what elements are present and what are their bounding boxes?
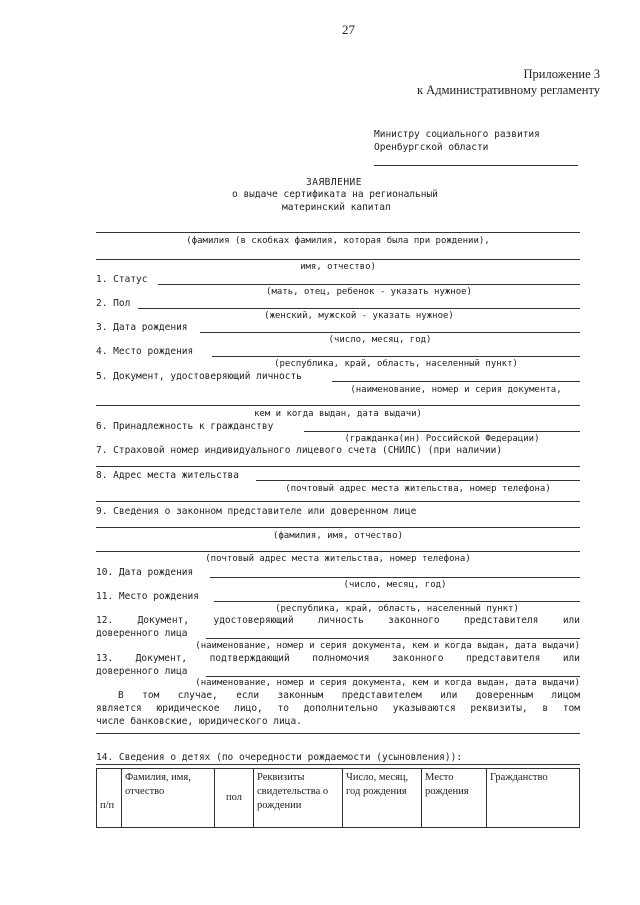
field-7-label: 7. Страховой номер индивидуального лицевого счета (СНИЛС) (при наличии)	[96, 445, 503, 456]
col-citizenship-header: Гражданство	[487, 769, 580, 828]
auth-doc-caption: (наименование, номер и серия документа, кем и когда выдан, дата выдачи)	[195, 678, 580, 688]
note-line-3: числе банковские, юридического лица.	[96, 716, 302, 727]
field-14-label: 14. Сведения о детях (по очередности рождаемости (усыновления)):	[96, 752, 463, 763]
field-10-label: 10. Дата рождения	[96, 567, 194, 578]
field-12-label: 12. Документ, удостоверяющий личность законного представителя или	[96, 615, 580, 626]
children-table-header-row	[97, 769, 580, 828]
field-12-label-2: доверенного лица	[96, 628, 188, 639]
rep-fio-caption: (фамилия, имя, отчество)	[272, 531, 404, 541]
page-number: 27	[342, 22, 355, 37]
col-fio-header: Фамилия, имя, отчество	[122, 769, 215, 828]
children-underline	[96, 764, 580, 765]
rep-dob-caption: (число, месяц, год)	[343, 580, 447, 590]
dob-field-line[interactable]	[200, 332, 580, 333]
sex-field-line[interactable]	[138, 308, 580, 309]
field-4-label: 4. Место рождения	[96, 346, 194, 357]
rep-pob-field-line[interactable]	[214, 601, 580, 602]
field-8-label: 8. Адрес места жительства	[96, 470, 239, 481]
fio-caption-1: (фамилия (в скобках фамилия, которая была при рождении),	[186, 236, 490, 246]
address-caption: (почтовый адрес места жительства, номер телефона)	[285, 484, 551, 494]
pob-caption: (республика, край, область, населенный пункт)	[274, 359, 518, 369]
field-1-label: 1. Статус	[96, 274, 148, 285]
field-13-label-2: доверенного лица	[96, 666, 188, 677]
col-pob-header: Место рождения	[422, 769, 487, 828]
dob-caption: (число, месяц, год)	[328, 335, 432, 345]
appendix-line-2: к Административному регламенту	[416, 83, 600, 97]
statement-subtitle-2: материнский капитал	[282, 202, 391, 213]
field-5-label: 5. Документ, удостоверяющий личность	[96, 371, 302, 382]
id-doc-caption-2: кем и когда выдан, дата выдачи)	[254, 409, 422, 419]
note-line-2: является юридическое лицо, то дополнительно указываются реквизиты, в том	[96, 703, 580, 714]
fio-caption-2: имя, отчество)	[300, 262, 376, 272]
fio-field-line-2[interactable]	[96, 259, 580, 260]
field-6-label: 6. Принадлежность к гражданству	[96, 421, 274, 432]
rep-pob-caption: (республика, край, область, населенный пункт)	[275, 604, 519, 614]
citizenship-field-line[interactable]	[304, 431, 580, 432]
field-2-label: 2. Пол	[96, 298, 131, 309]
col-certificate-header: Реквизиты свидетельства о рождении	[254, 769, 343, 828]
address-field-line[interactable]	[256, 480, 580, 481]
field-9-label: 9. Сведения о законном представителе или доверенном лице	[96, 506, 417, 517]
addressee-underline	[374, 165, 578, 166]
field-13-label: 13. Документ, подтверждающий полномочия законного представителя или	[96, 653, 580, 664]
address-field-line-2[interactable]	[96, 501, 580, 502]
addressee-line-2: Оренбургской области	[374, 142, 489, 153]
rep-address-caption: (почтовый адрес места жительства, номер телефона)	[205, 554, 471, 564]
rep-doc-field-line[interactable]	[206, 638, 580, 639]
snils-field-line[interactable]	[96, 466, 580, 467]
id-doc-caption-1: (наименование, номер и серия документа,	[350, 385, 562, 395]
status-caption: (мать, отец, ребенок - указать нужное)	[266, 287, 472, 297]
statement-title: ЗАЯВЛЕНИЕ	[306, 177, 362, 188]
rep-address-field-line[interactable]	[96, 551, 580, 552]
col-number-header: п/п	[97, 769, 122, 828]
citizenship-caption: (гражданка(ин) Российской Федерации)	[344, 434, 540, 444]
sex-caption: (женский, мужской - указать нужное)	[264, 311, 454, 321]
statement-subtitle-1: о выдаче сертификата на региональный	[232, 189, 438, 200]
id-doc-field-line[interactable]	[332, 381, 580, 382]
pob-field-line[interactable]	[212, 356, 580, 357]
status-field-line[interactable]	[158, 284, 580, 285]
auth-doc-field-line[interactable]	[206, 676, 580, 677]
rep-doc-caption: (наименование, номер и серия документа, кем и когда выдан, дата выдачи)	[195, 641, 580, 651]
children-table	[96, 768, 580, 828]
field-3-label: 3. Дата рождения	[96, 322, 188, 333]
rep-dob-field-line[interactable]	[210, 577, 580, 578]
col-dob-header: Число, месяц, год рождения	[343, 769, 422, 828]
col-sex-header: пол	[215, 769, 254, 828]
note-field-line[interactable]	[96, 733, 580, 734]
addressee-line-1: Министру социального развития	[374, 129, 540, 140]
field-11-label: 11. Место рождения	[96, 591, 199, 602]
appendix-line-1: Приложение 3	[523, 67, 600, 81]
note-line-1: В том случае, если законным представителем или доверенным лицом	[118, 690, 580, 701]
rep-field-line[interactable]	[96, 527, 580, 528]
id-doc-field-line-2[interactable]	[96, 405, 580, 406]
fio-field-line[interactable]	[96, 232, 580, 233]
